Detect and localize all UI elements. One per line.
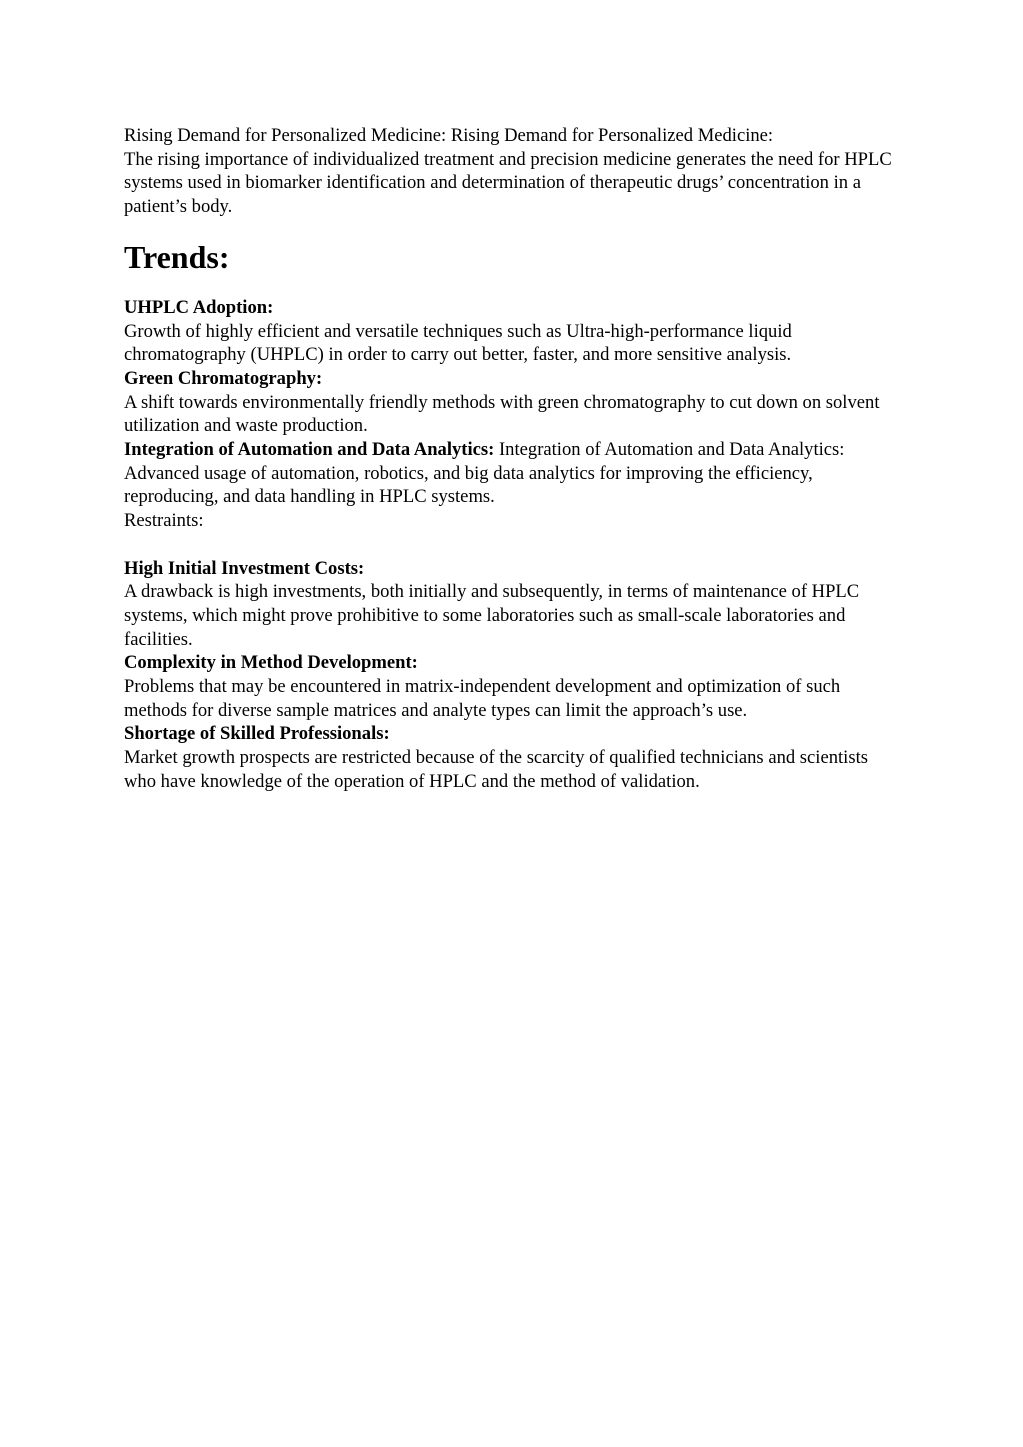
automation-paragraph: Advanced usage of automation, robotics, and big data analytics for improving the efficiency, reproducing, and data handling in HPLC systems. (124, 462, 813, 508)
trends-heading: Trends: (124, 238, 230, 275)
automation-title-repeat: Integration of Automation and Data Analytics: (494, 439, 845, 461)
blank-line (124, 533, 904, 557)
intro-heading-line: Rising Demand for Personalized Medicine: Rising Demand for Personalized Medicine: (124, 125, 774, 146)
investment-costs-title: High Initial Investment Costs: (124, 557, 365, 579)
intro-paragraph: The rising importance of individualized treatment and precision medicine generates the need for HPLC systems used in biomarker identification and determination of therapeutic drugs’ concentration in a patient’s body. (124, 148, 892, 218)
skilled-professionals-title: Shortage of Skilled Professionals: (124, 723, 390, 745)
skilled-professionals-paragraph: Market growth prospects are restricted because of the scarcity of qualified technicians and scientists who have knowledge of the operation of HPLC and the method of validation. (124, 747, 868, 792)
automation-title-line (124, 438, 904, 462)
green-chromatography-title: Green Chromatography: (124, 367, 323, 389)
investment-costs-paragraph: A drawback is high investments, both initially and subsequently, in terms of maintenance of HPLC systems, which might prove prohibitive to some laboratories such as small-scale laboratories and facilities. (124, 581, 860, 650)
page-content (124, 124, 904, 794)
uhplc-paragraph: Growth of highly efficient and versatile techniques such as Ultra-high-performance liquid chromatography (UHPLC) in order to carry out better, faster, and more sensitive analysis. (124, 320, 792, 366)
restraints-label: Restraints: (124, 510, 204, 532)
automation-title: Integration of Automation and Data Analytics: (124, 439, 495, 461)
method-development-title: Complexity in Method Development: (124, 652, 418, 674)
method-development-paragraph: Problems that may be encountered in matrix-independent development and optimization of such methods for diverse sample matrices and analyte types can limit the approach’s use. (124, 676, 841, 721)
green-chromatography-paragraph: A shift towards environmentally friendly methods with green chromatography to cut down on solvent utilization and waste production. (124, 391, 880, 437)
uhplc-title: UHPLC Adoption: (124, 296, 274, 318)
